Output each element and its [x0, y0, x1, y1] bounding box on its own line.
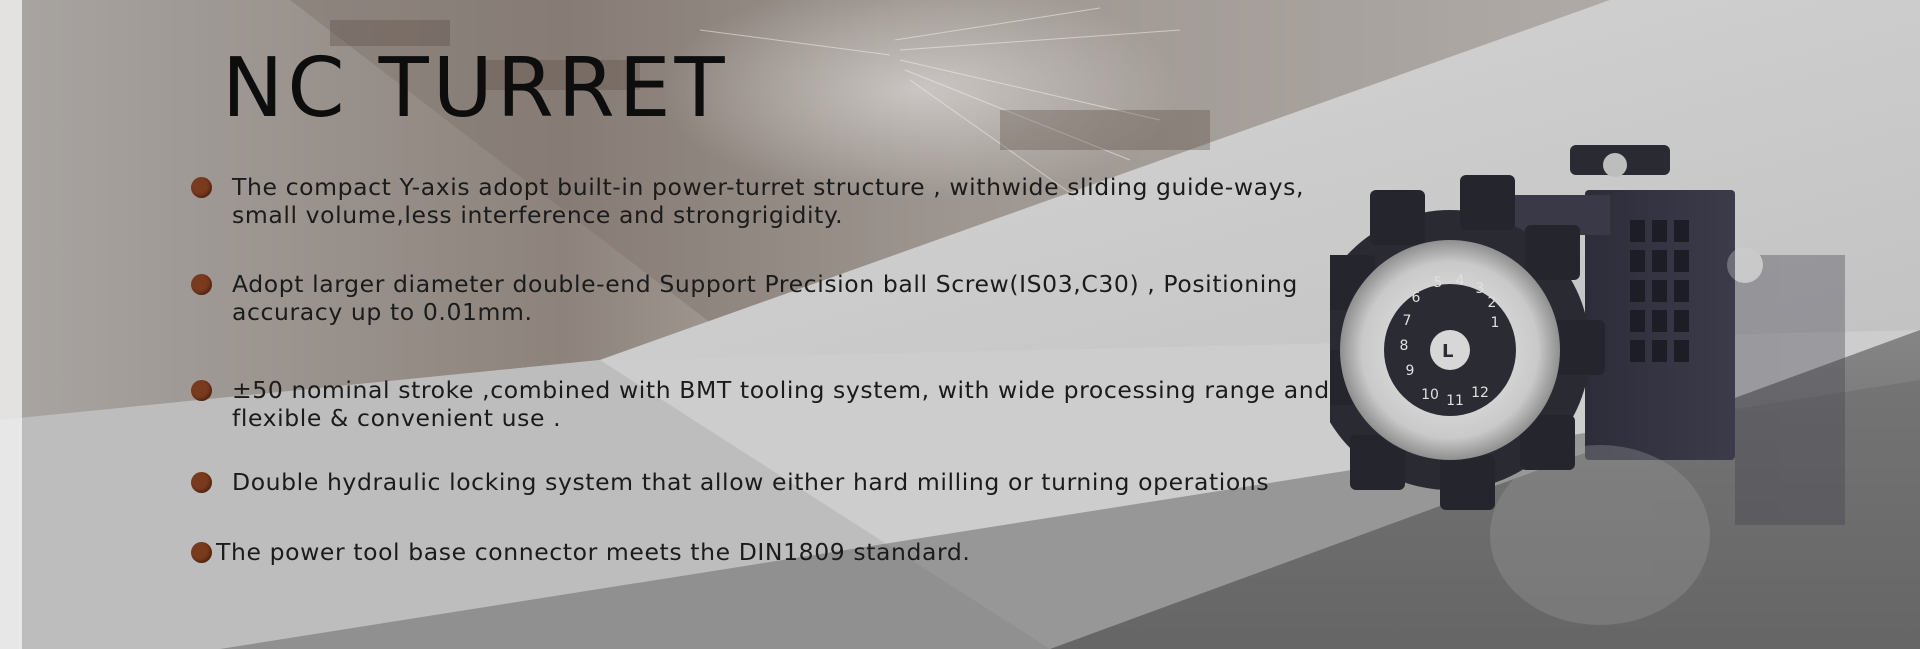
round-bullet-icon [191, 472, 212, 493]
feature-line: flexible & convenient use . [232, 404, 562, 432]
turret-number: 3 [1475, 281, 1485, 297]
turret-number: 8 [1399, 338, 1409, 354]
feature-line: small volume,less interference and strongrigidity. [232, 201, 844, 229]
turret-number: 10 [1421, 387, 1439, 403]
round-bullet-icon [191, 274, 212, 295]
turret-number: 9 [1405, 363, 1415, 379]
feature-line: accuracy up to 0.01mm. [232, 298, 533, 326]
turret-illustration [1330, 135, 1890, 645]
feature-item [191, 538, 970, 566]
turret-number: 2 [1487, 295, 1497, 311]
turret-number: 1 [1490, 315, 1500, 331]
feature-line: Double hydraulic locking system that allow either hard milling or turning operations [232, 468, 1270, 496]
page-title: NC TURRET [222, 41, 729, 136]
feature-text [216, 538, 970, 566]
feature-text [232, 270, 1298, 326]
feature-line: The power tool base connector meets the DIN1809 standard. [216, 538, 971, 566]
feature-text [232, 173, 1304, 229]
feature-text [232, 468, 1269, 496]
feature-line: The compact Y-axis adopt built-in power-turret structure , withwide sliding guide-ways, [232, 173, 1305, 201]
turret-number: 5 [1433, 275, 1443, 291]
feature-item [191, 468, 1269, 496]
feature-item [191, 270, 1298, 326]
round-bullet-icon [191, 542, 212, 563]
feature-line: ±50 nominal stroke ,combined with BMT tooling system, with wide processing range and [232, 376, 1330, 404]
feature-item [191, 376, 1330, 432]
svg-text:L: L [1442, 341, 1454, 362]
feature-line: Adopt larger diameter double-end Support Precision ball Screw(IS03,C30) , Positioning [232, 270, 1298, 298]
feature-text [232, 376, 1330, 432]
round-bullet-icon [191, 177, 212, 198]
round-bullet-icon [191, 380, 212, 401]
turret-number: 11 [1446, 393, 1464, 409]
turret-number: 12 [1471, 385, 1489, 401]
turret-number: 6 [1411, 290, 1421, 306]
turret-number: 7 [1402, 313, 1412, 329]
feature-item [191, 173, 1304, 229]
turret-number: 4 [1455, 273, 1465, 289]
